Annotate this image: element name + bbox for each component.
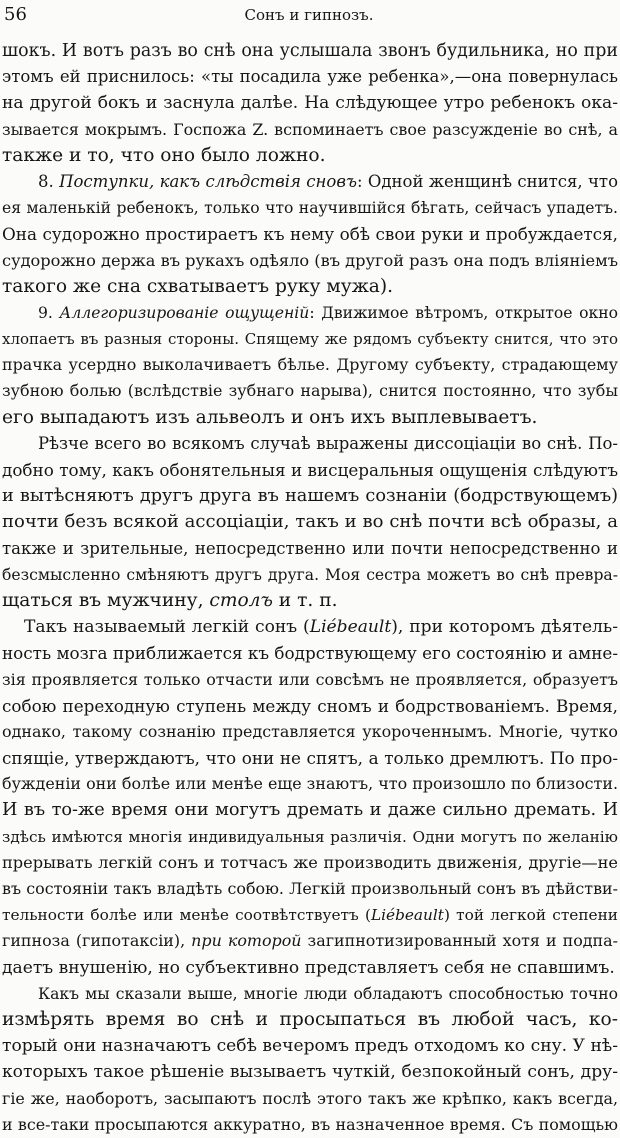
- text-line: торый они назначаютъ себѣ вечеромъ предъ отходомъ ко сну. У нѣ-: [2, 1036, 618, 1057]
- italic-text-run: Liébeault: [370, 906, 444, 925]
- text-line: добно тому, какъ обонятельныя и висцеральныя ощущенія слѣдуютъ: [2, 460, 618, 480]
- text-run: ), при которомъ дѣятель-: [391, 617, 618, 638]
- text-line: измѣрять время во снѣ и просыпаться въ любой часъ, ко-: [2, 1008, 618, 1030]
- italic-text-run: Liébeault: [309, 617, 392, 638]
- text-line: почти безъ всякой ассоціаціи, такъ и во снѣ почти всѣ образы, а: [2, 511, 618, 533]
- text-line: гіе же, наоборотъ, засыпаютъ послѣ этого такъ же крѣпко, какъ всегда,: [2, 1088, 618, 1108]
- text-run: загипнотизированный хотя и подпа-: [301, 931, 618, 951]
- text-line: [2, 928, 618, 954]
- text-line: [2, 614, 618, 640]
- body-text: [2, 38, 618, 1138]
- text-line: судорожно держа въ рукахъ одѣяло (въ другой разъ она подъ вліяніемъ: [2, 250, 618, 270]
- text-run: 8.: [38, 171, 60, 191]
- text-line: Рѣзче всего во всякомъ случаѣ выражены диссоціаціи во снѣ. По-: [38, 433, 618, 453]
- text-run: : Движимое вѣтромъ, открытое окно: [309, 303, 618, 322]
- text-line: прерывать легкій сонъ и тотчасъ же производить движенія, другіе—не: [2, 852, 618, 872]
- text-line: ея маленькій ребенокъ, только что научившійся бѣгать, сейчасъ упадетъ.: [2, 199, 618, 218]
- text-line: собою переходную ступень между сномъ и бодрствованіемъ. Время,: [2, 695, 618, 716]
- text-run: тельности болѣе или менѣе соотвѣтствуетъ (: [2, 906, 371, 925]
- text-line: [2, 902, 618, 928]
- text-line: ность мозга приближается къ бодрствующему его состоянію и амне-: [2, 643, 618, 664]
- text-line: Она судорожно простираетъ къ нему обѣ свои руки и пробуждается,: [2, 224, 618, 245]
- text-line: его выпадаютъ изъ альвеолъ и онъ ихъ выплевываетъ.: [2, 406, 538, 428]
- italic-text-run: Аллегоризированіе ощущеній: [59, 303, 310, 322]
- text-line: также и то, что оно было ложно.: [2, 144, 326, 166]
- text-run: : Одной женщинѣ снится, что: [356, 171, 618, 191]
- text-line: шокъ. И вотъ разъ во снѣ она услышала звонъ будильника, но при: [2, 41, 618, 61]
- text-line: [2, 300, 618, 326]
- italic-text-run: Поступки, какъ слѣдствія сновъ: [59, 171, 357, 191]
- page-number: 56: [4, 4, 27, 25]
- text-line: Какъ мы сказали выше, многіе люди обладаютъ способностью точно: [38, 984, 618, 1003]
- page-header: [4, 2, 614, 28]
- text-line: безсмысленно смѣняютъ другъ друга. Моя сестра можетъ во снѣ превра-: [2, 565, 618, 584]
- text-run: щаться въ мужчину,: [2, 589, 210, 611]
- running-title: Сонъ и гипнозъ.: [244, 6, 374, 24]
- text-line: и вытѣсняютъ другъ друга въ нашемъ сознаніи (бодрствующемъ): [2, 486, 618, 507]
- text-line: прачка усердно выколачиваетъ бѣлье. Другому субъекту, страдающему: [2, 355, 618, 375]
- text-line: И въ то-же время они могутъ дремать и даже сильно дремать. И: [2, 800, 618, 821]
- text-line: и все-таки просыпаются аккуратно, въ назначенное время. Съ помощью: [2, 1114, 618, 1134]
- text-run: 9.: [38, 303, 60, 322]
- text-run: и т. п.: [272, 589, 338, 611]
- italic-text-run: столъ: [209, 589, 273, 611]
- text-line: зія проявляется только отчасти или совсѣмъ не проявляется, образуетъ: [2, 669, 618, 689]
- text-line: такого же сна схватываетъ руку мужа).: [2, 275, 394, 297]
- text-line: зывается мокрымъ. Госпожа Z. вспоминаетъ свое разсужденіе во снѣ, а: [2, 119, 618, 139]
- text-line: даетъ внушенію, но субъективно представляетъ себя не спавшимъ.: [2, 957, 615, 978]
- text-line: зубною болью (вслѣдствіе зубнаго нарыва), снится постоянно, что зубы: [2, 381, 618, 401]
- text-line: на другой бокъ и заснула далѣе. На слѣдующее утро ребенокъ ока-: [2, 93, 618, 114]
- text-line: здѣсь имѣются многія индивидуальныя различія. Одни могутъ по желанію: [2, 827, 618, 846]
- italic-text-run: при которой: [191, 931, 302, 951]
- text-line: также и зрительные, непосредственно или почти непосредственно и: [2, 538, 618, 558]
- text-line: этомъ ей приснилось: «ты посадила уже ребенка»,—она повернулась: [2, 67, 618, 87]
- text-line: которыхъ такое рѣшеніе вызываетъ чуткій, безпокойный сонъ, дру-: [2, 1062, 618, 1083]
- text-line: въ состояніи такъ владѣть собою. Легкій произвольный сонъ въ дѣйстви-: [2, 879, 618, 898]
- text-run: Такъ называемый легкій сонъ (: [24, 617, 310, 638]
- text-line: спящіе, утверждаютъ, что они не спятъ, а только дремлютъ. По про-: [2, 748, 618, 769]
- text-line: [2, 588, 618, 614]
- text-run: гипноза (гипотаксіи),: [2, 931, 192, 951]
- text-line: бужденіи они болѣе или менѣе еще знаютъ, что произошло по близости.: [2, 774, 618, 794]
- text-line: хлопаетъ въ разныя стороны. Спящему же рядомъ субъекту снится, что это: [2, 330, 618, 349]
- text-line: [2, 169, 618, 195]
- text-line: однако, такому сознанію представляется укороченнымъ. Многіе, чутко: [2, 721, 618, 741]
- text-run: ) той легкой степени: [443, 906, 618, 925]
